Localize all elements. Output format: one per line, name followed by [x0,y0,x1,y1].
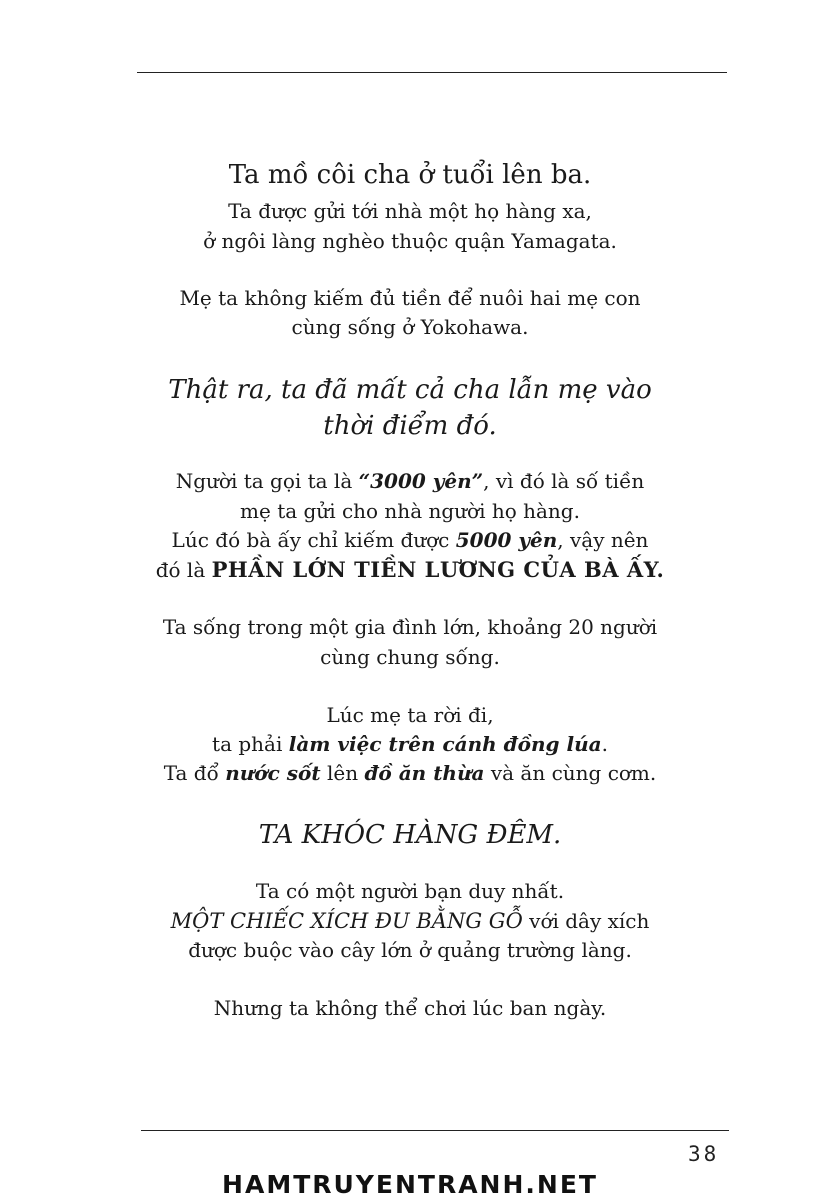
page-number: 38 [688,1142,720,1166]
text-span: lên [320,761,365,785]
text-line [0,758,820,788]
highlight-salary: PHẦN LỚN TIỀN LƯƠNG CỦA BÀ ẤY. [211,557,665,582]
text-line: Mẹ ta không kiếm đủ tiền để nuôi hai mẹ con [179,286,641,310]
watermark: HAMTRUYENTRANH.NET [222,1170,598,1199]
bottom-divider [141,1130,729,1131]
text-line: Ta có một người bạn duy nhất. [255,879,565,903]
text-line: cùng chung sống. [320,645,500,669]
text-line [0,466,820,496]
lead-line: Ta mồ côi cha ở tuổi lên ba. [228,160,592,190]
text-span: Lúc đó bà ấy chỉ kiếm được [171,528,456,552]
text-line [0,906,820,936]
highlight-swing: MỘT CHIẾC XÍCH ĐU BẰNG GỖ [170,909,523,933]
text-span: . [601,732,608,756]
text-span: Ta đổ [163,761,226,785]
highlight-rice-field: làm việc trên cánh đồng lúa [288,732,602,756]
emphasis-line: TA KHÓC HÀNG ĐÊM. [258,820,562,850]
text-line [0,525,820,555]
text-span: ta phải [212,732,289,756]
text-span: , vì đó là số tiền [483,469,645,493]
text-line: ở ngôi làng nghèo thuộc quận Yamagata. [203,229,617,253]
emphasis-line: thời điểm đó. [323,411,497,441]
text-line: Ta sống trong một gia đình lớn, khoảng 20 người [162,615,658,639]
emphasis-line: Thật ra, ta đã mất cả cha lẫn mẹ vào [168,375,652,405]
text-span: với dây xích [522,909,650,933]
text-line: được buộc vào cây lớn ở quảng trường làng. [188,938,632,962]
highlight-leftovers: đồ ăn thừa [364,761,485,785]
text-span: Người ta gọi ta là [175,469,359,493]
top-divider [137,72,727,73]
text-span: , vậy nên [557,528,649,552]
text-line: Nhưng ta không thể chơi lúc ban ngày. [213,996,607,1020]
text-span: đó là [155,558,212,582]
text-line: cùng sống ở Yokohawa. [291,315,529,339]
text-line [0,555,820,585]
text-line [0,729,820,759]
text-line: Lúc mẹ ta rời đi, [326,703,494,727]
text-line: Ta được gửi tới nhà một họ hàng xa, [228,199,592,223]
highlight-5000-yen: 5000 yên [455,528,558,552]
highlight-3000-yen: “3000 yên” [358,469,484,493]
text-span: và ăn cùng cơm. [484,761,657,785]
highlight-sauce: nước sốt [225,761,321,785]
text-line: mẹ ta gửi cho nhà người họ hàng. [240,499,580,523]
